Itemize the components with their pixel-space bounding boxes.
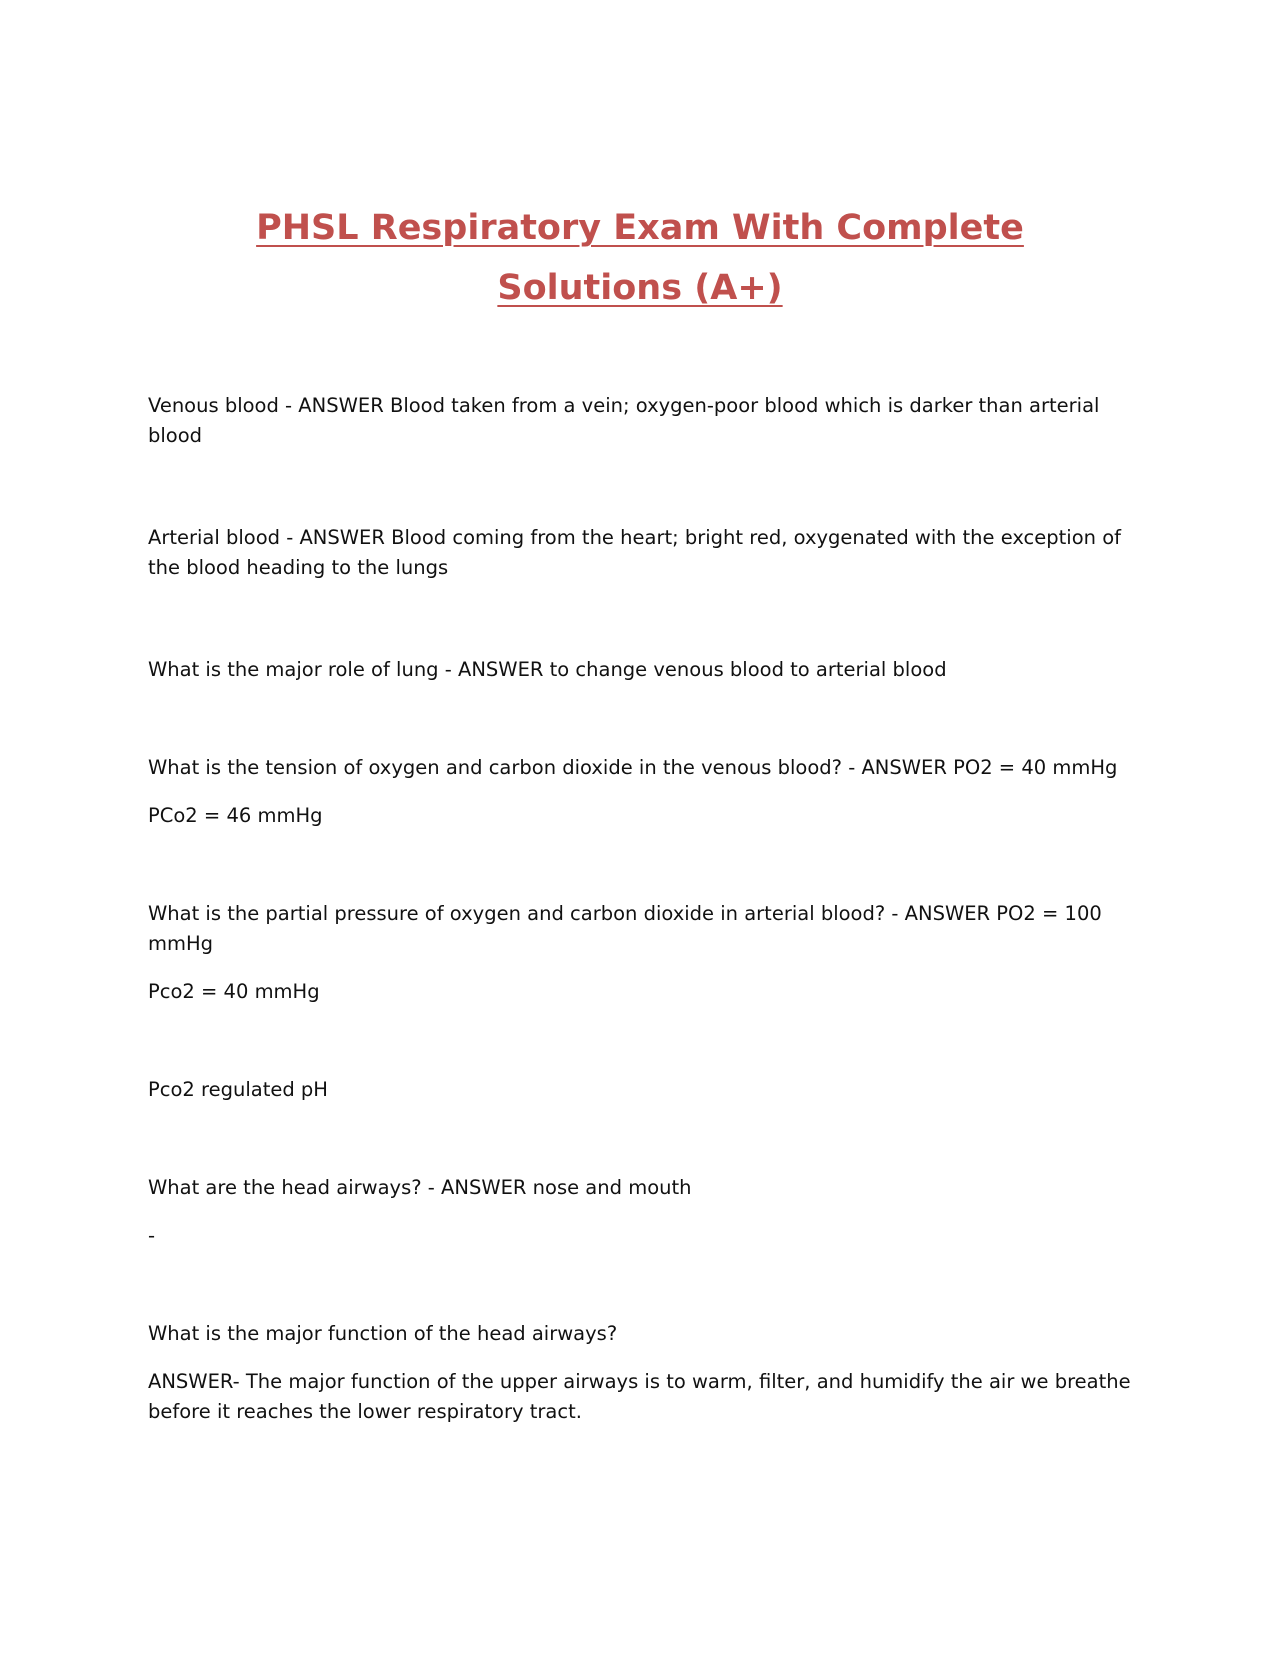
title-line-1: PHSL Respiratory Exam With Complete (256, 208, 1024, 248)
title-line-2: Solutions (A+) (497, 268, 783, 308)
qa-venous-pco2: PCo2 = 46 mmHg (148, 804, 323, 827)
note-pco2-ph: Pco2 regulated pH (148, 1078, 328, 1101)
qa-arterial-blood: Arterial blood - ANSWER Blood coming from the heart; bright red, oxygenated with the exception of the blood heading to the lungs (148, 526, 1122, 579)
question-head-airways-function: What is the major function of the head airways? (148, 1322, 618, 1345)
qa-head-airways: What are the head airways? - ANSWER nose and mouth (148, 1176, 692, 1199)
qa-lung-role: What is the major role of lung - ANSWER to change venous blood to arterial blood (148, 658, 947, 681)
qa-venous-blood: Venous blood - ANSWER Blood taken from a vein; oxygen-poor blood which is darker than arterial blood (148, 394, 1100, 447)
document-body (148, 391, 1138, 1427)
dash-separator: - (148, 1224, 156, 1247)
qa-arterial-pco2: Pco2 = 40 mmHg (148, 980, 320, 1003)
qa-venous-tension: What is the tension of oxygen and carbon dioxide in the venous blood? - ANSWER PO2 = 40 mmHg (148, 756, 1118, 779)
answer-head-airways-function: ANSWER- The major function of the upper airways is to warm, filter, and humidify the air we breathe before it reaches the lower respiratory tract. (148, 1370, 1131, 1423)
qa-arterial-pressure: What is the partial pressure of oxygen and carbon dioxide in arterial blood? - ANSWER PO2 = 100 mmHg (148, 902, 1102, 955)
document-title (200, 198, 1080, 318)
